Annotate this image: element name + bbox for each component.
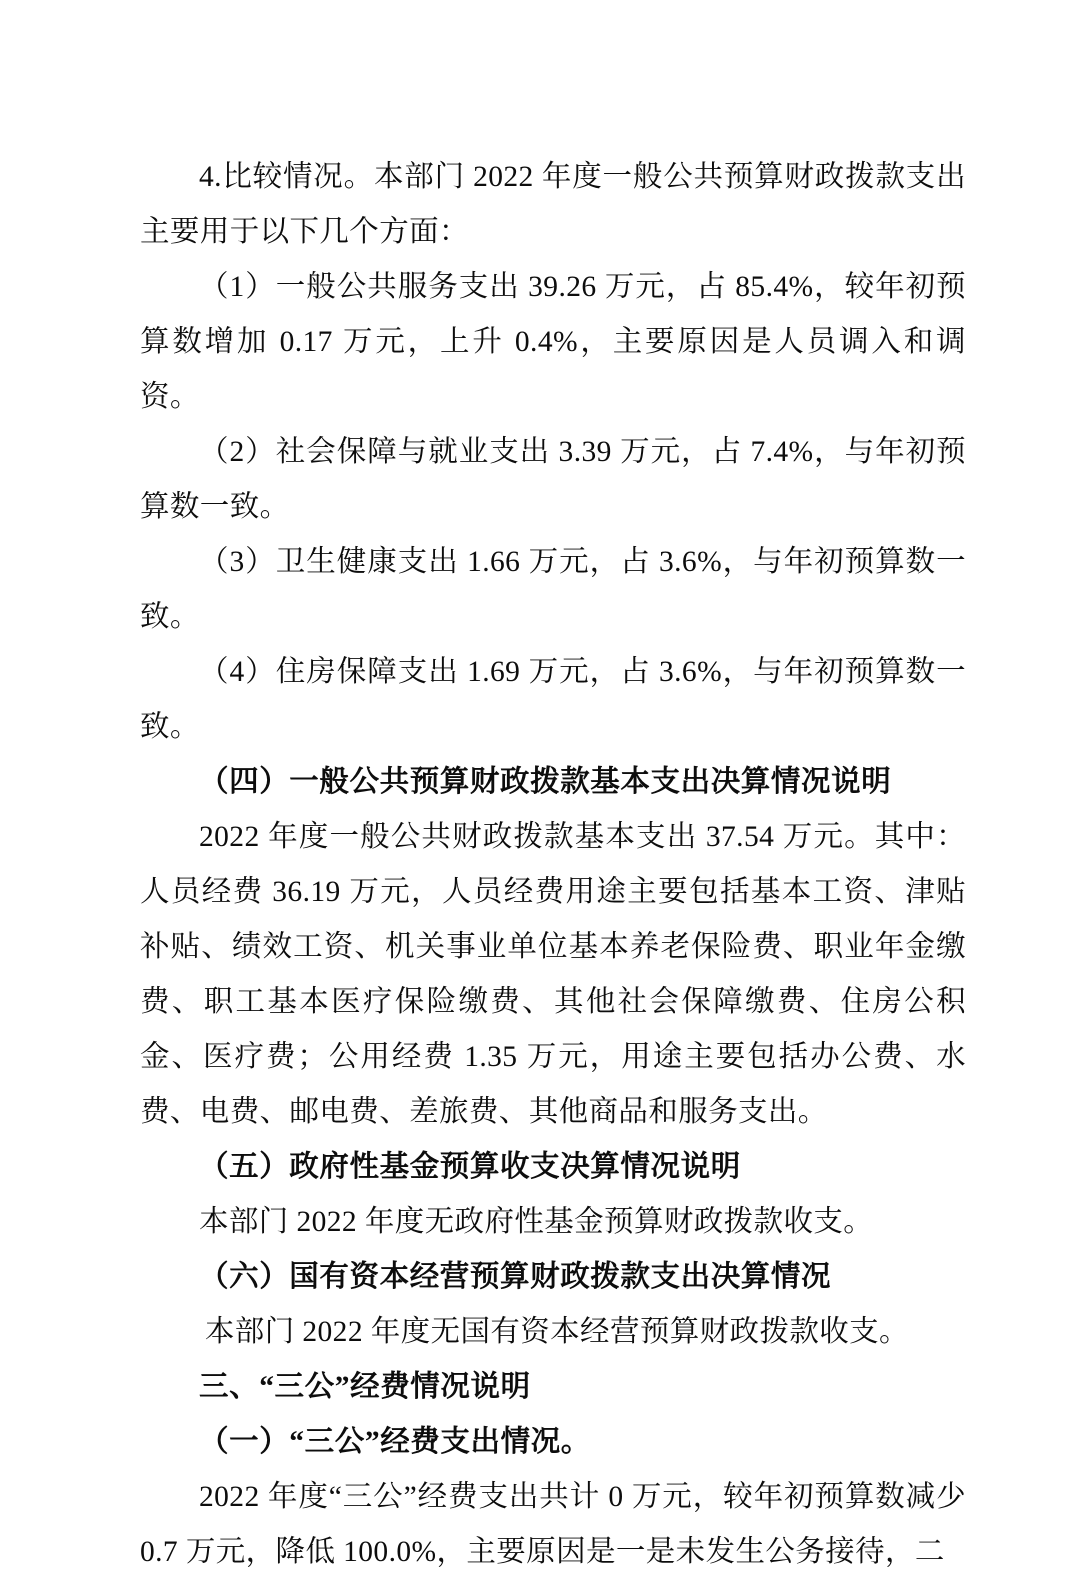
heading-section-five: （五）政府性基金预算收支决算情况说明	[199, 1151, 741, 1183]
heading-part-three-item-one: （一）“三公”经费支出情况。	[199, 1426, 591, 1458]
heading-section-four: （四）一般公共预算财政拨款基本支出决算情况说明	[199, 766, 892, 798]
document-body	[140, 150, 966, 1580]
paragraph-item-social-security-employment: （2）社会保障与就业支出 3.39 万元，占 7.4%，与年初预算数一致。	[140, 436, 966, 523]
paragraph-item-housing-security: （4）住房保障支出 1.69 万元，占 3.6%，与年初预算数一致。	[140, 656, 966, 743]
paragraph-item-general-public-service: （1）一般公共服务支出 39.26 万元，占 85.4%，较年初预算数增加 0.17 万元，上升 0.4%，主要原因是人员调入和调资。	[140, 271, 966, 413]
paragraph-basic-expenditure-detail: 2022 年度一般公共财政拨款基本支出 37.54 万元。其中：人员经费 36.19 万元，人员经费用途主要包括基本工资、津贴补贴、绩效工资、机关事业单位基本养老保险费、职业年金缴费、职工基本医疗保险缴费、其他社会保障缴费、住房公积金、医疗费；公用经费 1.35 万元，用途主要包括办公费、水费、电费、邮电费、差旅费、其他商品和服务支出。	[140, 821, 966, 1128]
paragraph-government-fund-budget: 本部门 2022 年度无政府性基金预算财政拨款收支。	[199, 1206, 874, 1238]
paragraph-item-health: （3）卫生健康支出 1.66 万元，占 3.6%，与年初预算数一致。	[140, 546, 966, 633]
paragraph-three-public-expense-detail: 2022 年度“三公”经费支出共计 0 万元，较年初预算数减少 0.7 万元，降低 100.0%，主要原因是一是未发生公务接待，二	[140, 1481, 966, 1568]
paragraph-compare-situation: 4.比较情况。本部门 2022 年度一般公共预算财政拨款支出主要用于以下几个方面：	[140, 161, 966, 248]
heading-part-three: 三、“三公”经费情况说明	[199, 1371, 531, 1403]
heading-section-six: （六）国有资本经营预算财政拨款支出决算情况	[199, 1261, 832, 1293]
paragraph-state-capital-budget: 本部门 2022 年度无国有资本经营预算财政拨款收支。	[204, 1316, 909, 1348]
